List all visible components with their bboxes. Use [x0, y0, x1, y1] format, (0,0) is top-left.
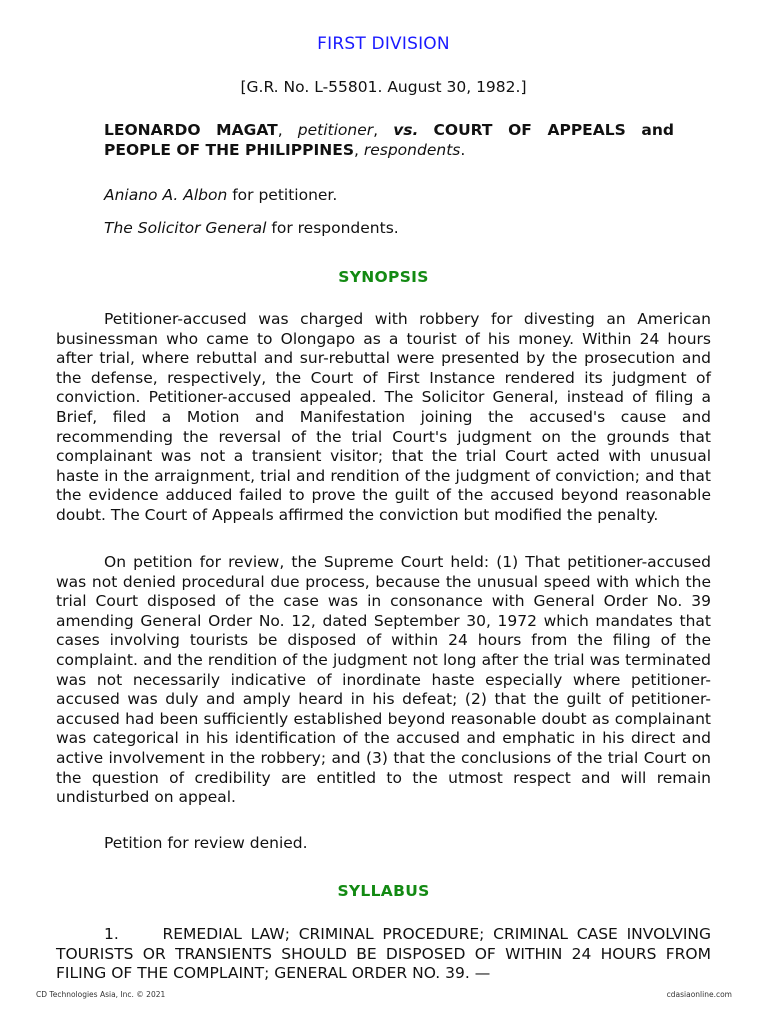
- footer-copyright: CD Technologies Asia, Inc. © 2021: [36, 990, 166, 999]
- petitioner-counsel-line: [104, 186, 337, 204]
- petitioner-counsel-suffix: for petitioner.: [227, 186, 338, 204]
- petitioner-role: petitioner: [297, 121, 374, 139]
- syllabus-heading: SYLLABUS: [337, 882, 430, 900]
- respondents-counsel-line: [104, 219, 399, 237]
- respondents-role: respondents: [363, 141, 461, 159]
- versus: vs.: [393, 121, 419, 139]
- synopsis-paragraph: Petition for review denied.: [104, 834, 308, 852]
- division-title: FIRST DIVISION: [317, 34, 450, 54]
- respondents-counsel-suffix: for respondents.: [266, 219, 399, 237]
- case-parties: LEONARDO MAGAT, petitioner, vs. COURT OF APPEALS and PEOPLE OF THE PHILIPPINES, respondents.: [104, 121, 674, 159]
- synopsis-paragraph: On petition for review, the Supreme Court held: (1) That petitioner-accused was not denied procedural due process, because the unusual speed with which the trial Court disposed of the case was in consonance with General Order No. 39 amending General Order No. 12, dated September 30, 1972 which mandates that cases involving tourists be disposed of within 24 hours from the filing of the complaint. and the rendition of the judgment not long after the trial was terminated was not necessarily indicative of inordinate haste especially where petitioner-accused was duly and amply heard in his defeat; (2) that the guilt of petitioner-accused had been sufficiently established beyond reasonable doubt as complainant was categorical in his identification of the accused and emphatic in his direct and active involvement in the robbery; and (3) that the conclusions of the trial Court on the question of credibility are entitled to the utmost respect and will remain undisturbed on appeal.: [56, 553, 711, 807]
- respondents-counsel: The Solicitor General: [104, 219, 267, 237]
- petitioner-counsel: Aniano A. Albon: [104, 186, 228, 204]
- respondents-name: COURT OF APPEALS and PEOPLE OF THE PHILIPPINES: [104, 121, 674, 159]
- footer-website: cdasiaonline.com: [666, 990, 732, 999]
- case-number: [G.R. No. L-55801. August 30, 1982.]: [240, 78, 527, 96]
- synopsis-paragraph: Petitioner-accused was charged with robbery for divesting an American businessman who came to Olongapo as a tourist of his money. Within 24 hours after trial, where rebuttal and sur-rebuttal were presented by the prosecution and the defense, respectively, the Court of First Instance rendered its judgment of conviction. Petitioner-accused appealed. The Solicitor General, instead of filing a Brief, filed a Motion and Manifestation joining the accused's cause and recommending the reversal of the trial Court's judgment on the grounds that complainant was not a transient visitor; that the trial Court acted with unusual haste in the arraignment, trial and rendition of the judgment of conviction; and that the evidence adduced failed to prove the guilt of the accused beyond reasonable doubt. The Court of Appeals affirmed the conviction but modified the penalty.: [56, 310, 711, 524]
- synopsis-heading: SYNOPSIS: [338, 268, 429, 286]
- syllabus-item: 1. REMEDIAL LAW; CRIMINAL PROCEDURE; CRIMINAL CASE INVOLVING TOURISTS OR TRANSIENTS SHOULD BE DISPOSED OF WITHIN 24 HOURS FROM FILING OF THE COMPLAINT; GENERAL ORDER NO. 39. —: [56, 925, 716, 983]
- petitioner-name: LEONARDO MAGAT: [104, 121, 278, 139]
